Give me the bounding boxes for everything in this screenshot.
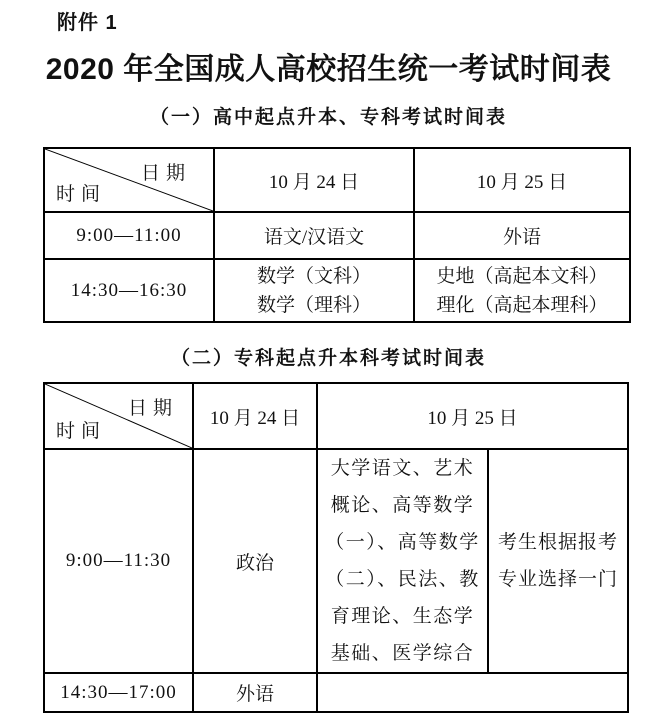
table2-col-oct24: 10 月 24 日 [193,383,317,449]
table2-college-upgrade-exam-schedule [43,382,629,713]
table1-morning-oct25-subject: 外语 [414,212,630,259]
table2-morning-time: 9:00—11:30 [44,449,193,673]
table2-corner-cell [44,383,193,449]
subject-line: 数学（文科） [256,265,371,287]
table2-afternoon-oct25-empty-cell [317,673,628,712]
corner-time-label: 时间 [56,184,107,205]
table1-morning-oct24-subject: 语文/汉语文 [214,212,414,259]
table2-row-morning [44,449,628,673]
table1-col-oct24: 10 月 24 日 [214,148,414,212]
table1-highschool-exam-schedule [43,147,631,323]
subject-line: 理化（高起本理科） [436,294,608,316]
table1-afternoon-oct25-subjects [414,259,630,322]
table1-col-oct25: 10 月 25 日 [414,148,630,212]
table2-afternoon-oct24-subject: 外语 [193,673,317,712]
table2-col-oct25: 10 月 25 日 [317,383,628,449]
table1-header-row [44,148,630,212]
table1-row-afternoon [44,259,630,322]
page-title: 2020 年全国成人高校招生统一考试时间表 [45,53,612,86]
subject-line: 数学（理科） [256,294,371,316]
corner-time-label: 时间 [56,421,107,442]
table2-header-row [44,383,628,449]
table2-row-afternoon [44,673,628,712]
table2-morning-oct25-subjects: 大学语文、艺术概论、高等数学（一）、高等数学（二）、民法、教育理论、生态学基础、医学综合 [317,449,488,673]
table2-morning-oct24-subject: 政治 [193,449,317,673]
table2-afternoon-time: 14:30—17:00 [44,673,193,712]
table2-morning-oct25-note: 考生根据报考专业选择一门 [488,449,628,673]
subject-line: 史地（高起本文科） [436,265,608,287]
corner-date-label: 日期 [140,163,191,184]
table1-row-morning [44,212,630,259]
attachment-label: 附件 1 [57,12,118,34]
table1-caption: （一）高中起点升本、专科考试时间表 [149,107,507,128]
corner-date-label: 日期 [127,398,178,419]
table1-morning-time: 9:00—11:00 [44,212,214,259]
table1-corner-cell [44,148,214,212]
table1-afternoon-time: 14:30—16:30 [44,259,214,322]
table1-afternoon-oct24-subjects [214,259,414,322]
table2-caption: （二）专科起点升本科考试时间表 [170,348,486,369]
